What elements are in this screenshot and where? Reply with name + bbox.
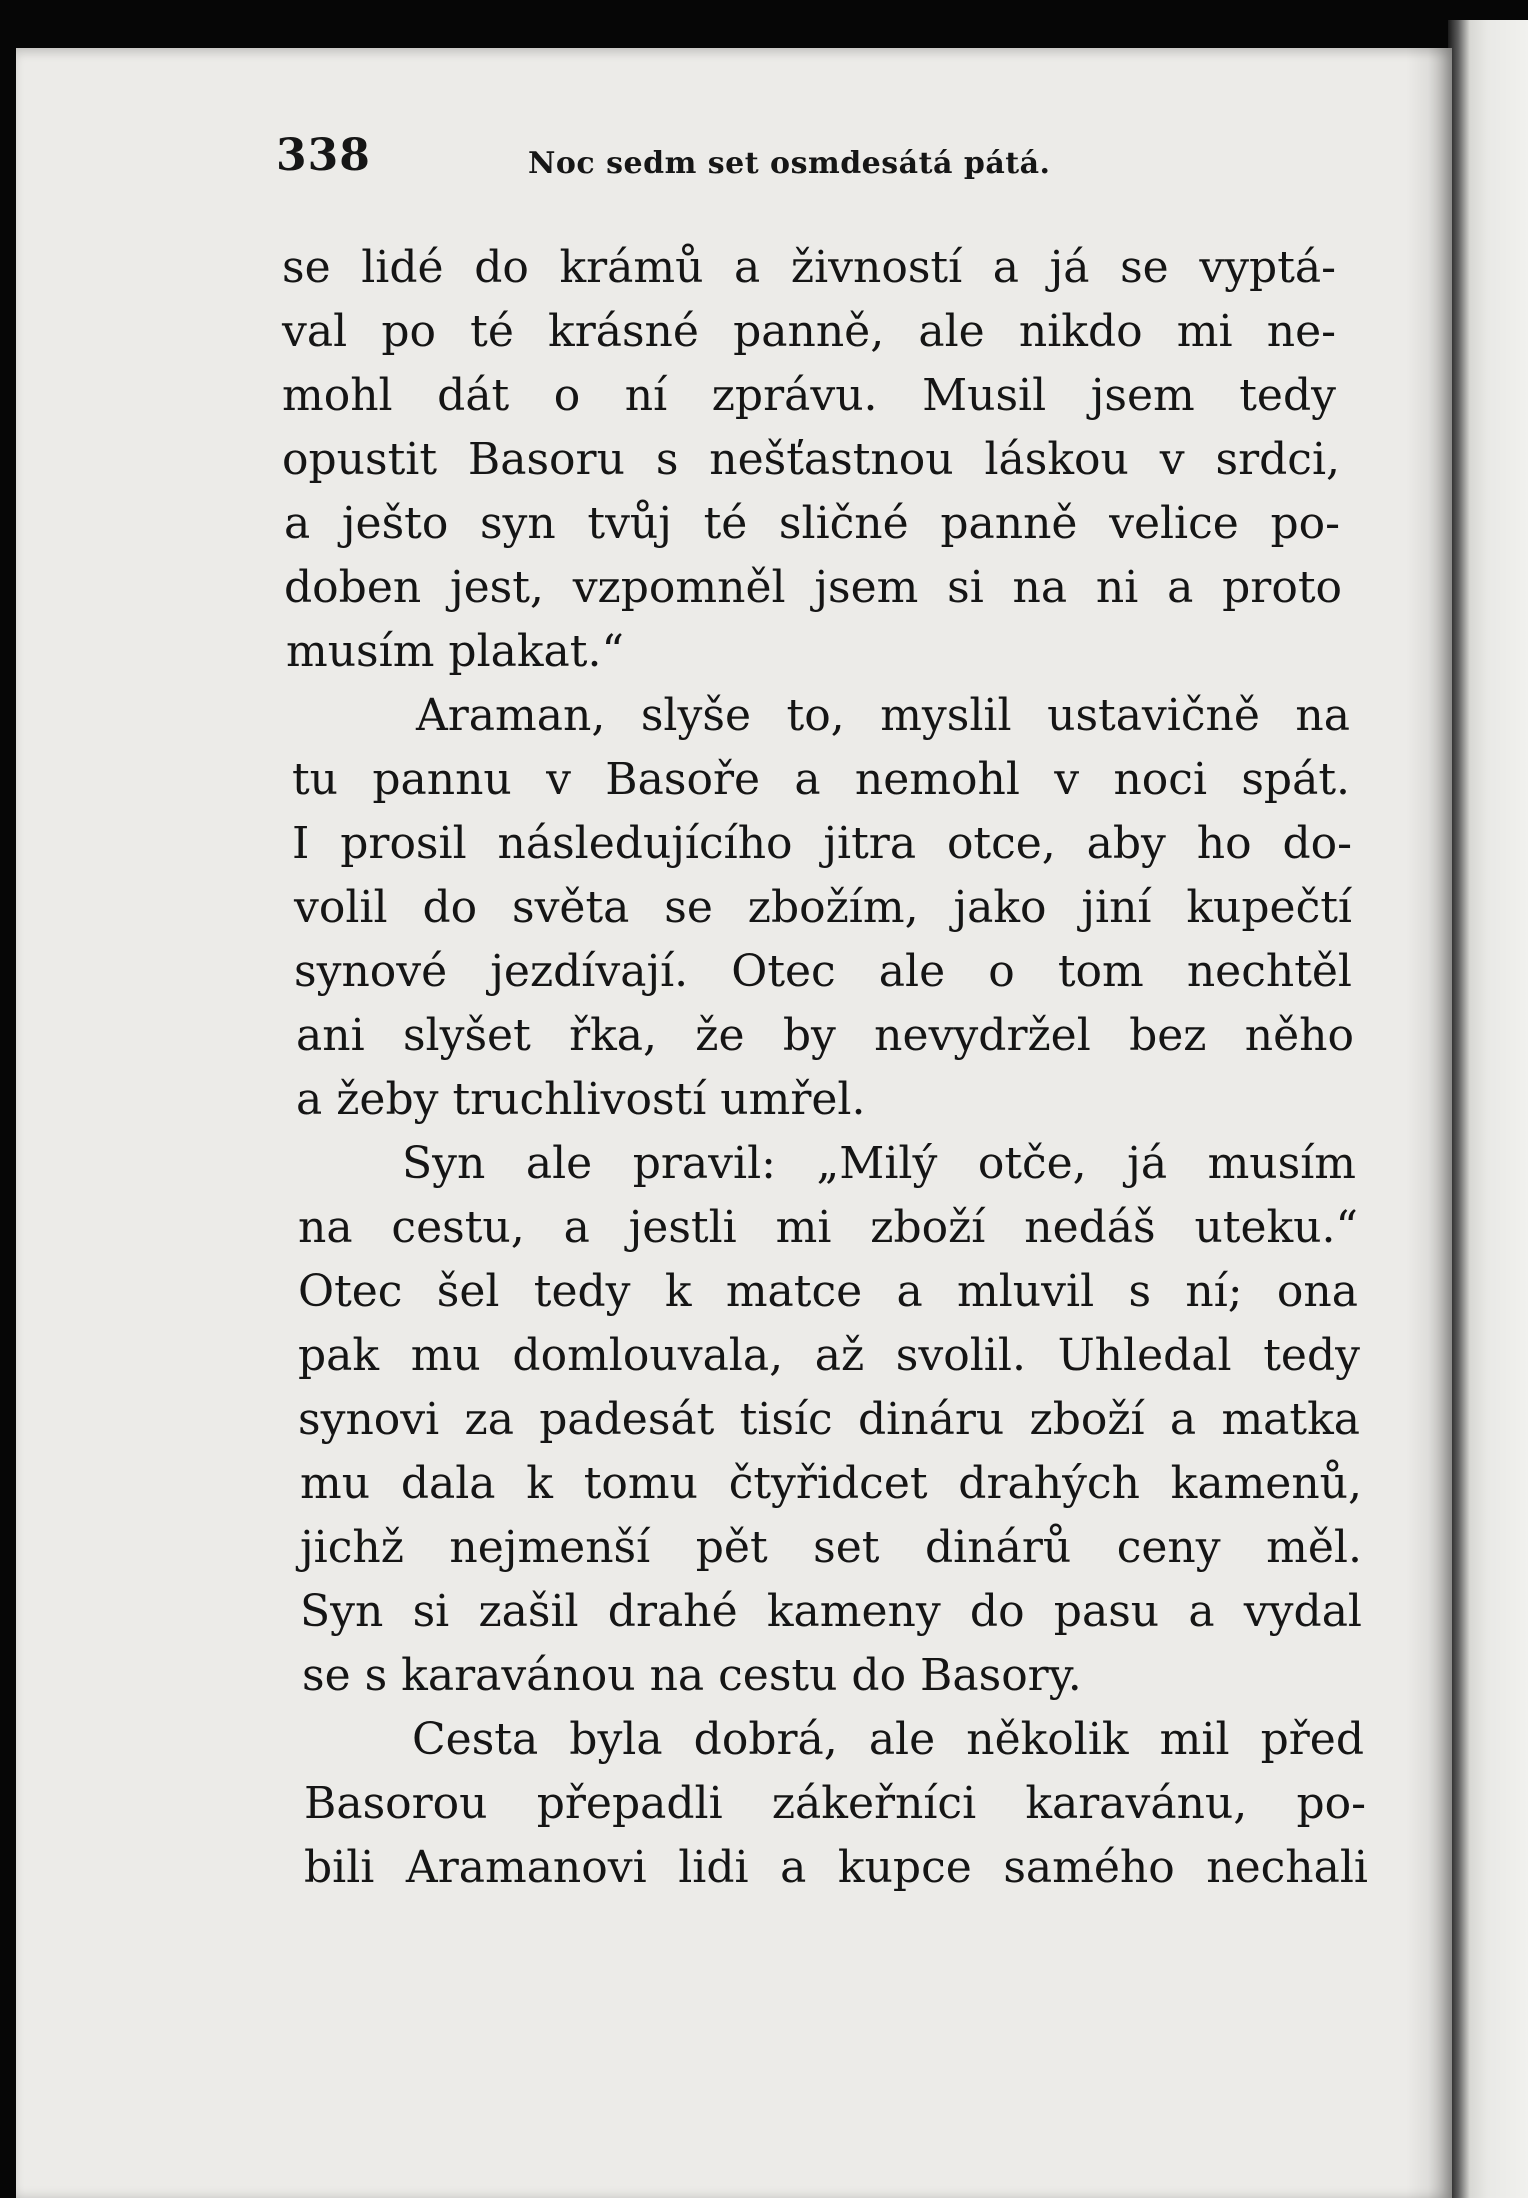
text-line: opustit Basoru s nešťastnou láskou v srdci, (282, 434, 1340, 485)
text-line: tu pannu v Basoře a nemohl v noci spát. (292, 754, 1350, 805)
text-line: a žeby truchlivostí umřel. (296, 1074, 866, 1125)
text-line: val po té krásné panně, ale nikdo mi ne- (282, 306, 1336, 357)
text-line: se lidé do krámů a živností a já se vyptá- (282, 242, 1336, 293)
text-line: musím plakat.“ (286, 626, 624, 677)
text-line: ani slyšet řka, že by nevydržel bez něho (296, 1010, 1354, 1061)
text-line: jichž nejmenší pět set dinárů ceny měl. (300, 1522, 1362, 1573)
text-line: synovi za padesát tisíc dináru zboží a matka (298, 1394, 1360, 1445)
text-line: pak mu domlouvala, až svolil. Uhledal tedy (298, 1330, 1360, 1381)
text-line: Syn ale pravil: „Milý otče, já musím (402, 1138, 1356, 1189)
text-line: Cesta byla dobrá, ale několik mil před (412, 1714, 1364, 1765)
text-line: a ješto syn tvůj té sličné panně velice po- (284, 498, 1340, 549)
page-number: 338 (276, 130, 371, 181)
text-line: se s karavánou na cestu do Basory. (302, 1650, 1082, 1701)
text-line: bili Aramanovi lidi a kupce samého nechali (304, 1842, 1368, 1893)
text-line: mu dala k tomu čtyřidcet drahých kamenů, (300, 1458, 1362, 1509)
text-line: synové jezdívají. Otec ale o tom nechtěl (294, 946, 1352, 997)
text-line: volil do světa se zbožím, jako jiní kupečtí (294, 882, 1352, 933)
text-line: Araman, slyše to, myslil ustavičně na (416, 690, 1350, 741)
text-line: mohl dát o ní zprávu. Musil jsem tedy (282, 370, 1336, 421)
text-line: Otec šel tedy k matce a mluvil s ní; ona (298, 1266, 1358, 1317)
text-line: I prosil následujícího jitra otce, aby ho do- (292, 818, 1352, 869)
text-line: Syn si zašil drahé kameny do pasu a vydal (300, 1586, 1362, 1637)
text-line: Basorou přepadli zákeřníci karavánu, po- (304, 1778, 1366, 1829)
text-line: na cestu, a jestli mi zboží nedáš uteku.“ (298, 1202, 1358, 1253)
running-title: Noc sedm set osmdesátá pátá. (528, 146, 1051, 181)
text-line: doben jest, vzpomněl jsem si na ni a proto (284, 562, 1342, 613)
